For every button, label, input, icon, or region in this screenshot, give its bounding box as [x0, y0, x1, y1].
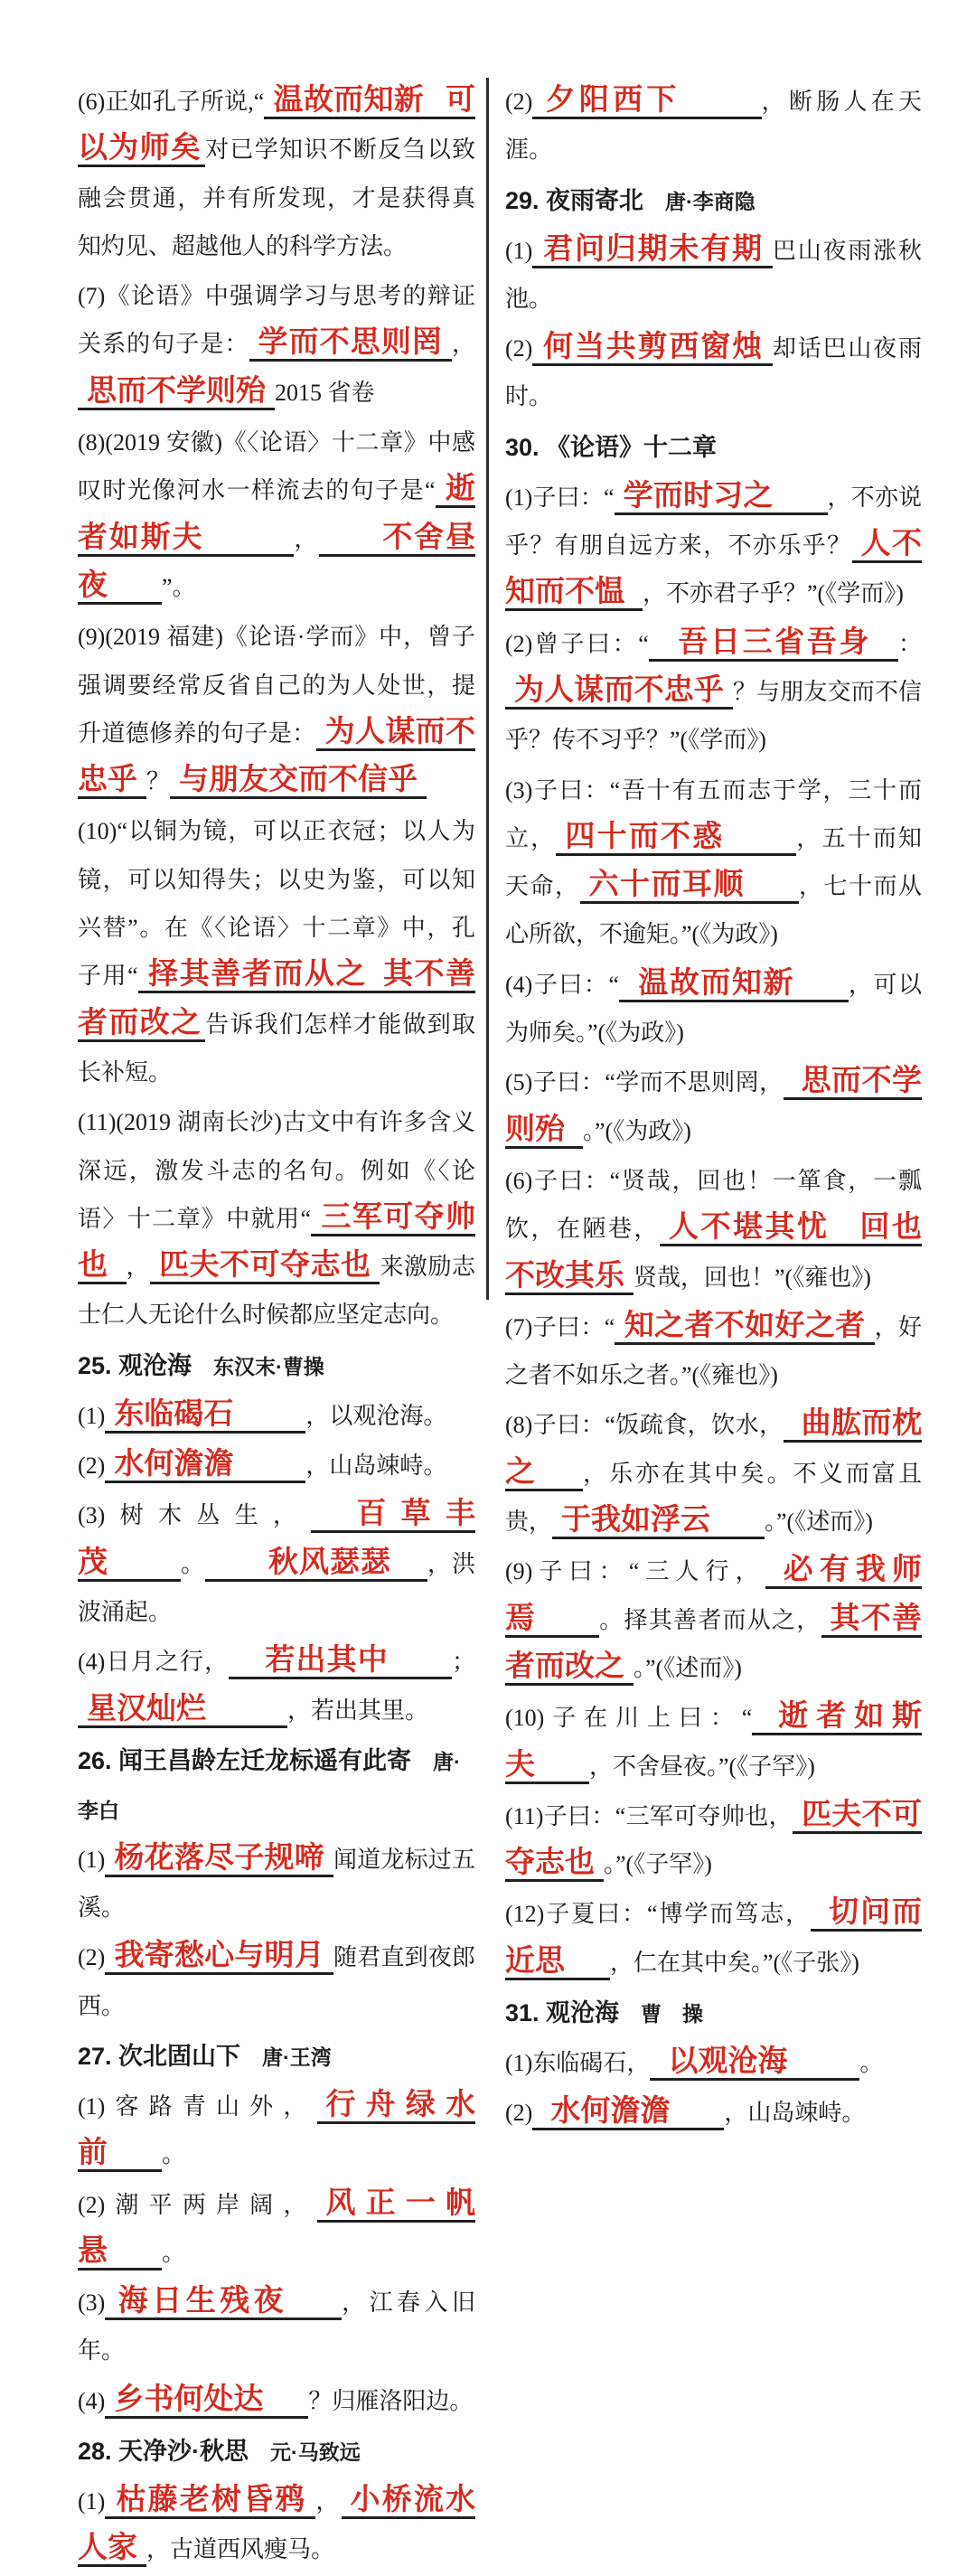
- poem-title: 25. 观沧海: [78, 1351, 192, 1379]
- question-text: (6)正如孔子所说,“: [78, 89, 265, 115]
- question-text: 2015 省卷: [275, 379, 375, 406]
- question-item: [78, 1392, 475, 1440]
- column-left: [78, 78, 486, 2576]
- poem-heading: [505, 423, 922, 472]
- question-item: [78, 78, 475, 270]
- question-text: ，不舍昼夜。”(《子罕》): [589, 1753, 815, 1780]
- question-text: ？与朋友交而不信乎？传不习乎？”(《学而》): [505, 678, 922, 754]
- question-text: (4)子曰：“: [505, 971, 619, 998]
- question-text: (11)(2019 湖南长沙)古文中有许多含义深远，激发斗志的名句。例如《〈论语〉十二章》中就用“: [78, 1109, 475, 1232]
- answer-blank: 温故而知新: [619, 965, 849, 1002]
- answer-blank: 匹夫不可夺志也: [505, 1797, 922, 1882]
- question-text: 来激励志士仁人无论什么时候都应坚定志向。: [78, 1254, 475, 1329]
- poem-author: 唐·李白: [78, 1749, 461, 1822]
- question-item: [505, 78, 922, 174]
- answer-blank: 小桥流水人家: [78, 2482, 475, 2567]
- question-item: [78, 1491, 475, 1636]
- answer-blank: 夕阳西下: [532, 82, 761, 119]
- answer-blank: 海日生残夜: [105, 2283, 342, 2320]
- question-text: 。: [859, 2049, 884, 2076]
- question-text: (1): [505, 237, 533, 264]
- answer-blank: 切问而近思: [505, 1894, 922, 1979]
- answer-blank: 百草丰茂: [78, 1496, 475, 1581]
- question-text: (12)子夏曰：“博学而笃志，: [505, 1901, 812, 1928]
- poem-heading: [78, 2032, 475, 2081]
- poem-heading: [78, 1736, 475, 1834]
- question-text: ，七十而从心所欲，不逾矩。”(《为政》): [505, 873, 922, 948]
- question-text: (3): [78, 2289, 106, 2317]
- question-text: 却话巴山夜雨时。: [505, 335, 922, 410]
- question-text: ，山岛竦峙。: [724, 2100, 866, 2127]
- question-text: 。: [162, 2239, 186, 2266]
- answer-blank: 何当共剪西窗烛: [532, 329, 773, 366]
- question-text: (1)子曰：“: [505, 484, 615, 511]
- question-item: [505, 1792, 922, 1889]
- answer-blank: 风正一帆悬: [78, 2186, 475, 2270]
- question-item: [505, 1303, 922, 1400]
- question-text: (2): [505, 335, 533, 362]
- question-text: (4): [78, 2387, 106, 2414]
- question-item: [505, 1547, 922, 1692]
- question-text: ，可以为师矣。”(《为政》): [505, 971, 922, 1047]
- answer-blank: 秋风瑟瑟: [205, 1545, 427, 1582]
- question-text: 告诉我们怎样才能做到取长补短。: [78, 1011, 475, 1086]
- question-item: [505, 1401, 922, 1546]
- answer-blank: 杨花落尽子规啼: [105, 1840, 333, 1877]
- poem-title: 29. 夜雨寄北: [505, 186, 644, 214]
- question-text: ，洪波涌起。: [78, 1550, 475, 1625]
- answer-blank: 乡书何处达: [105, 2382, 308, 2419]
- question-item: [78, 2082, 475, 2179]
- question-text: (2)曾子曰：“: [505, 630, 649, 657]
- question-item: [505, 2039, 922, 2087]
- answer-blank: 不舍昼夜: [78, 520, 475, 605]
- question-item: [505, 620, 922, 765]
- question-text: (10)“以铜为镜，可以正衣冠；以人为镜，可以知得失；以史为鉴，可以知兴替”。在《〈论语〉十二章》中，孔子用“: [78, 818, 475, 990]
- question-text: (11)子曰：“三军可夺帅也，: [505, 1802, 793, 1829]
- question-text: 。”(《述而》): [633, 1654, 742, 1681]
- question-text: 对已学知识不断反刍以致融会贯通，并有所发现，才是获得真知灼见、超越他人的科学方法。: [78, 136, 475, 259]
- poem-title: 27. 次北固山下: [78, 2042, 241, 2070]
- question-text: 闻道龙标过五溪。: [78, 1846, 475, 1922]
- question-item: [78, 2477, 475, 2574]
- question-item: [78, 613, 475, 805]
- poem-title: 28. 天净沙·秋思: [78, 2438, 249, 2466]
- question-text: (4)日月之行，: [78, 1649, 230, 1676]
- answer-blank: 回也不改其乐: [505, 1209, 922, 1294]
- answer-blank: 星汉灿烂: [78, 1691, 287, 1728]
- column-right: [489, 78, 922, 2139]
- question-item: [505, 227, 922, 324]
- question-item: [505, 1694, 922, 1791]
- question-text: ，以观沧海。: [305, 1402, 447, 1429]
- question-text: ，若出其里。: [287, 1697, 429, 1724]
- answer-blank: 于我如浮云: [552, 1502, 765, 1539]
- question-text: ？: [146, 768, 171, 795]
- question-text: ，: [126, 1254, 150, 1281]
- poem-author: 东汉末·曹操: [213, 1354, 324, 1378]
- answer-blank: 枯藤老树昏鸦: [105, 2482, 315, 2519]
- question-text: 。择其善者而从之，: [599, 1606, 821, 1633]
- question-text: (1): [78, 2488, 106, 2515]
- answer-blank: 若出其中: [229, 1642, 452, 1679]
- answer-blank: 逝者如斯夫: [78, 471, 475, 556]
- question-text: (2): [505, 2100, 533, 2127]
- question-item: [78, 1836, 475, 1932]
- question-text: 。”(《述而》): [765, 1509, 873, 1536]
- answer-blank: 匹夫不可夺志也: [150, 1247, 380, 1284]
- question-text: (5)子曰：“学而不思则罔，: [505, 1069, 784, 1096]
- question-text: ：: [897, 630, 922, 657]
- answer-blank: 吾日三省吾身: [649, 625, 898, 662]
- answer-blank: 人不堪其忧: [660, 1209, 851, 1246]
- poem-title: 26. 闻王昌龄左迁龙标遥有此寄: [78, 1746, 412, 1774]
- question-text: ，五十而知天命，: [505, 824, 922, 900]
- question-item: [78, 1933, 475, 2030]
- answer-blank: 以观沧海: [650, 2044, 859, 2081]
- answer-blank: 曲肱而枕之: [505, 1406, 922, 1490]
- question-text: (2): [78, 1944, 106, 1971]
- poem-author: 唐·王湾: [262, 2045, 332, 2069]
- question-item: [78, 1638, 475, 1735]
- question-text: (2)潮平两岸阔，: [78, 2191, 317, 2218]
- question-text: 。: [181, 1550, 205, 1577]
- poem-heading: [505, 176, 922, 225]
- poem-heading: [78, 2427, 475, 2476]
- answer-blank: 君问归期未有期: [532, 231, 773, 268]
- answer-blank: 必有我师焉: [505, 1552, 922, 1637]
- answer-blank: 其不善者而改之: [505, 1601, 922, 1686]
- answer-blank: 可以为师矣: [78, 82, 475, 167]
- question-text: (6)子曰：“贤哉，回也！一箪食，一瓢饮，在陋巷，: [505, 1167, 922, 1243]
- question-text: 。: [162, 2141, 186, 2168]
- question-text: ？归雁洛阳边。: [308, 2387, 474, 2414]
- question-text: ，山岛竦峙。: [305, 1453, 447, 1480]
- question-text: 。”(《为政》): [583, 1117, 691, 1144]
- answer-blank: 水何澹澹: [532, 2093, 724, 2130]
- question-item: [505, 961, 922, 1058]
- question-text: (1)东临碣石，: [505, 2049, 651, 2076]
- answer-blank: 与朋友交而不信乎: [170, 762, 427, 799]
- question-item: [505, 2089, 922, 2137]
- question-text: (1)客路青山外，: [78, 2092, 317, 2120]
- question-item: [505, 324, 922, 421]
- answer-blank: 学而不思则罔: [249, 324, 452, 362]
- question-text: (3)子曰：“吾十有五而志于学，三十而立，: [505, 776, 922, 851]
- question-text: ，: [451, 331, 475, 358]
- question-item: [505, 766, 922, 959]
- question-text: (9)子曰：“三人行，: [505, 1558, 765, 1585]
- question-item: [78, 1442, 475, 1490]
- answer-blank: 为人谋而不忠乎: [78, 714, 475, 799]
- question-item: [505, 1157, 922, 1302]
- answer-blank: 逝者如斯夫: [505, 1698, 922, 1783]
- question-item: [78, 1098, 475, 1339]
- answer-blank: 思而不学则殆: [505, 1063, 922, 1148]
- question-text: (7)子曰：“: [505, 1313, 615, 1340]
- answer-blank: 人不知而不愠: [505, 526, 922, 611]
- question-text: (10)子在川上曰：“: [505, 1705, 753, 1732]
- question-text: (2): [78, 1453, 106, 1480]
- question-text: 随君直到夜郎西。: [78, 1944, 475, 2019]
- question-text: (1): [78, 1402, 106, 1429]
- answer-blank: 为人谋而不忠乎: [505, 672, 733, 710]
- question-text: ，不亦说乎？有朋自远方来，不亦乐乎？: [505, 484, 922, 559]
- question-text: ”。: [162, 573, 196, 600]
- question-text: 。”(《子罕》): [604, 1851, 712, 1878]
- question-text: ；: [451, 1649, 475, 1676]
- answer-blank: 东临碣石: [105, 1396, 305, 1434]
- answer-blank: 温故而知新: [264, 82, 436, 119]
- question-text: ，古道西风瘦马。: [146, 2536, 335, 2563]
- question-item: [505, 1890, 922, 1987]
- question-text: ，好之者不如乐之者。”(《雍也》): [505, 1313, 922, 1389]
- question-text: (8)子曰：“饭疏食，饮水，: [505, 1412, 784, 1439]
- poem-title: 31. 观沧海: [505, 1998, 620, 2026]
- answer-blank: 四十而不惑: [556, 819, 796, 856]
- answer-blank: 知之者不如好之者: [615, 1308, 874, 1345]
- answer-blank: 择其善者而从之: [138, 956, 374, 993]
- question-item: [78, 2181, 475, 2278]
- question-item: [78, 807, 475, 1096]
- question-item: [78, 272, 475, 417]
- question-text: ，: [294, 525, 320, 552]
- poem-heading: [78, 1341, 475, 1390]
- question-text: 巴山夜雨涨秋池。: [505, 237, 922, 312]
- question-text: ，江春入旧年。: [78, 2289, 475, 2364]
- question-text: (2): [505, 89, 533, 115]
- answer-blank: 学而时习之: [615, 478, 828, 515]
- question-text: (8)(2019 安徽)《〈论语〉十二章》中感叹时光像河水一样流去的句子是“: [78, 429, 475, 504]
- answer-blank: 思而不学则殆: [78, 373, 275, 410]
- question-text: ，不亦君子乎？”(《学而》): [643, 580, 904, 607]
- question-text: (3)树木丛生，: [78, 1502, 312, 1529]
- question-text: ，断肠人在天涯。: [505, 89, 922, 164]
- question-text: ，仁在其中矣。”(《子张》): [610, 1949, 859, 1976]
- question-item: [505, 1058, 922, 1155]
- question-item: [78, 2377, 475, 2425]
- answer-blank: 三军可夺帅也: [78, 1199, 475, 1284]
- question-text: (1): [78, 1846, 106, 1873]
- poem-heading: [505, 1988, 922, 2037]
- answer-blank: 行舟绿水前: [78, 2087, 475, 2172]
- poem-author: 唐·李商隐: [665, 189, 755, 213]
- poem-author: 曹 操: [641, 2001, 704, 2026]
- question-text: 贤哉，回也！”(《雍也》): [633, 1264, 871, 1291]
- question-text: ，: [315, 2488, 342, 2515]
- question-item: [505, 474, 922, 618]
- poem-title: 30. 《论语》十二章: [505, 433, 718, 461]
- answer-blank: 水何澹澹: [105, 1446, 305, 1483]
- poem-author: 元·马致远: [270, 2440, 361, 2465]
- answer-blank: 六十而耳顺: [580, 867, 800, 904]
- question-item: [78, 2279, 475, 2375]
- answer-blank: 我寄愁心与明月: [105, 1938, 333, 1975]
- question-text: ，乐亦在其中矣。不义而富且贵，: [505, 1460, 922, 1536]
- answer-blank: 其不善者而改之: [78, 956, 475, 1041]
- question-text: (7)《论语》中强调学习与思考的辩证关系的句子是：: [78, 283, 475, 358]
- question-item: [78, 418, 475, 611]
- question-text: (9)(2019 福建)《论语·学而》中，曾子强调要经常反省自己的为人处世，提升道德修养的句子是：: [78, 624, 475, 747]
